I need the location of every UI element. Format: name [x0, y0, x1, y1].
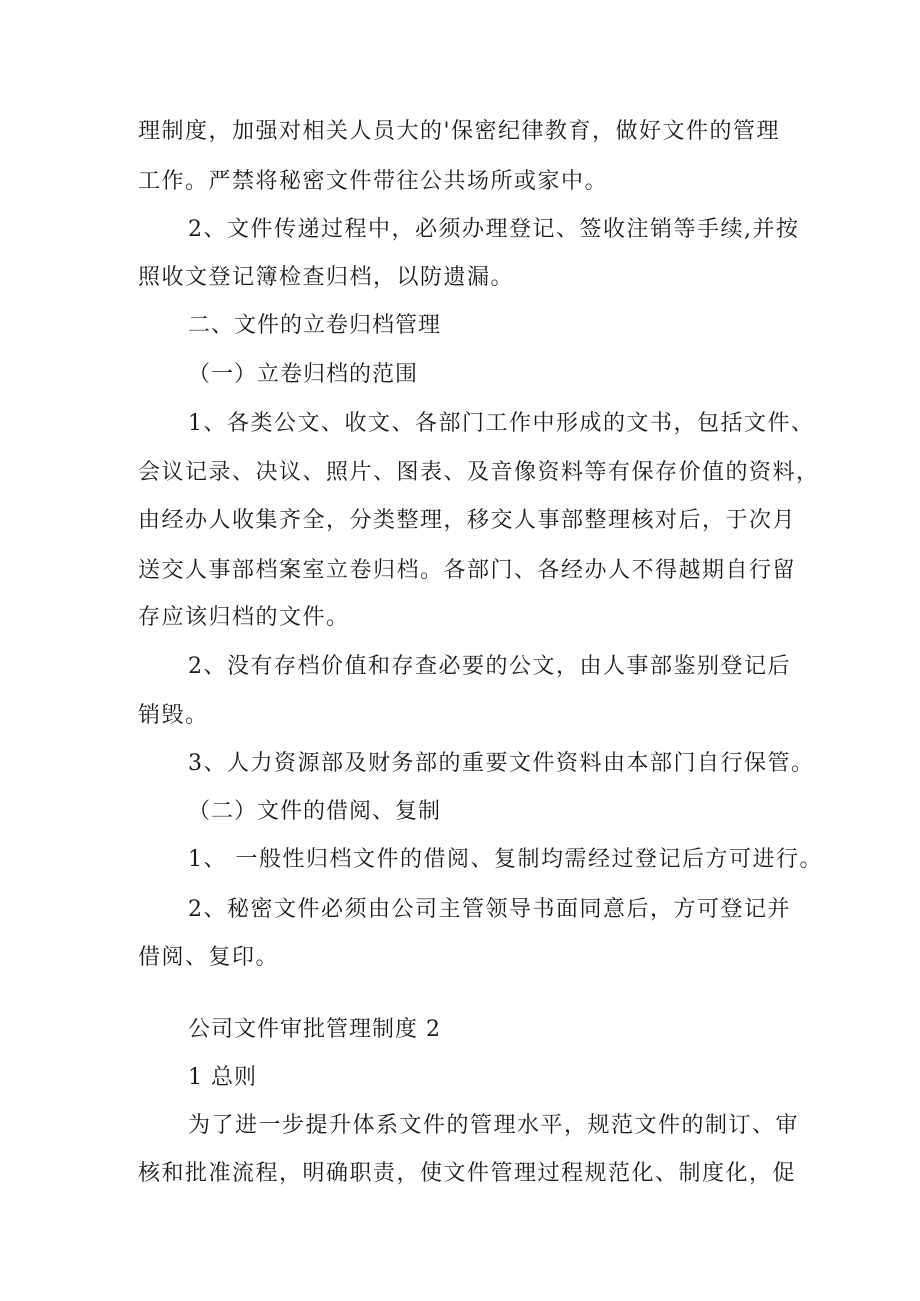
paragraph-line: 2、秘密文件必须由公司主管领导书面同意后，方可登记并	[188, 897, 791, 922]
paragraph-line: 会议记录、决议、照片、图表、及音像资料等有保存价值的资料，	[138, 460, 820, 485]
subsection-heading: （二）文件的借阅、复制	[188, 799, 442, 824]
section-heading: 二、文件的立卷归档管理	[188, 313, 442, 338]
paragraph-line: 销毁。	[138, 703, 209, 728]
chapter-heading: 1 总则	[188, 1065, 257, 1090]
paragraph-line: 3、人力资源部及财务部的重要文件资料由本部门自行保管。	[188, 751, 815, 776]
document-title: 公司文件审批管理制度 2	[188, 1017, 441, 1042]
subsection-heading: （一）立卷归档的范围	[188, 362, 419, 387]
paragraph-line: 2、没有存档价值和存查必要的公文，由人事部鉴别登记后	[188, 654, 791, 679]
paragraph-line: 为了进一步提升体系文件的管理水平，规范文件的制订、审	[188, 1113, 800, 1138]
paragraph-line: 1、 一般性归档文件的借阅、复制均需经过登记后方可进行。	[188, 847, 823, 872]
paragraph-line: 核和批准流程，明确职责，使文件管理过程规范化、制度化，促	[138, 1161, 797, 1186]
paragraph-line: 存应该归档的文件。	[138, 605, 350, 630]
paragraph-line: 理制度，加强对相关人员大的'保密纪律教育，做好文件的管理	[138, 119, 781, 144]
paragraph-line: 1、各类公文、收文、各部门工作中形成的文书，包括文件、	[188, 411, 815, 436]
paragraph-line: 由经办人收集齐全，分类整理，移交人事部整理核对后，于次月	[138, 508, 797, 533]
paragraph-line: 借阅、复印。	[138, 945, 280, 970]
paragraph-line: 照收文登记簿检查归档，以防遗漏。	[138, 265, 515, 290]
paragraph-line: 2、文件传递过程中，必须办理登记、签收注销等手续,并按	[188, 217, 800, 242]
paragraph-line: 送交人事部档案室立卷归档。各部门、各经办人不得越期自行留	[138, 558, 797, 583]
paragraph-line: 工作。严禁将秘密文件带往公共场所或家中。	[138, 169, 609, 194]
